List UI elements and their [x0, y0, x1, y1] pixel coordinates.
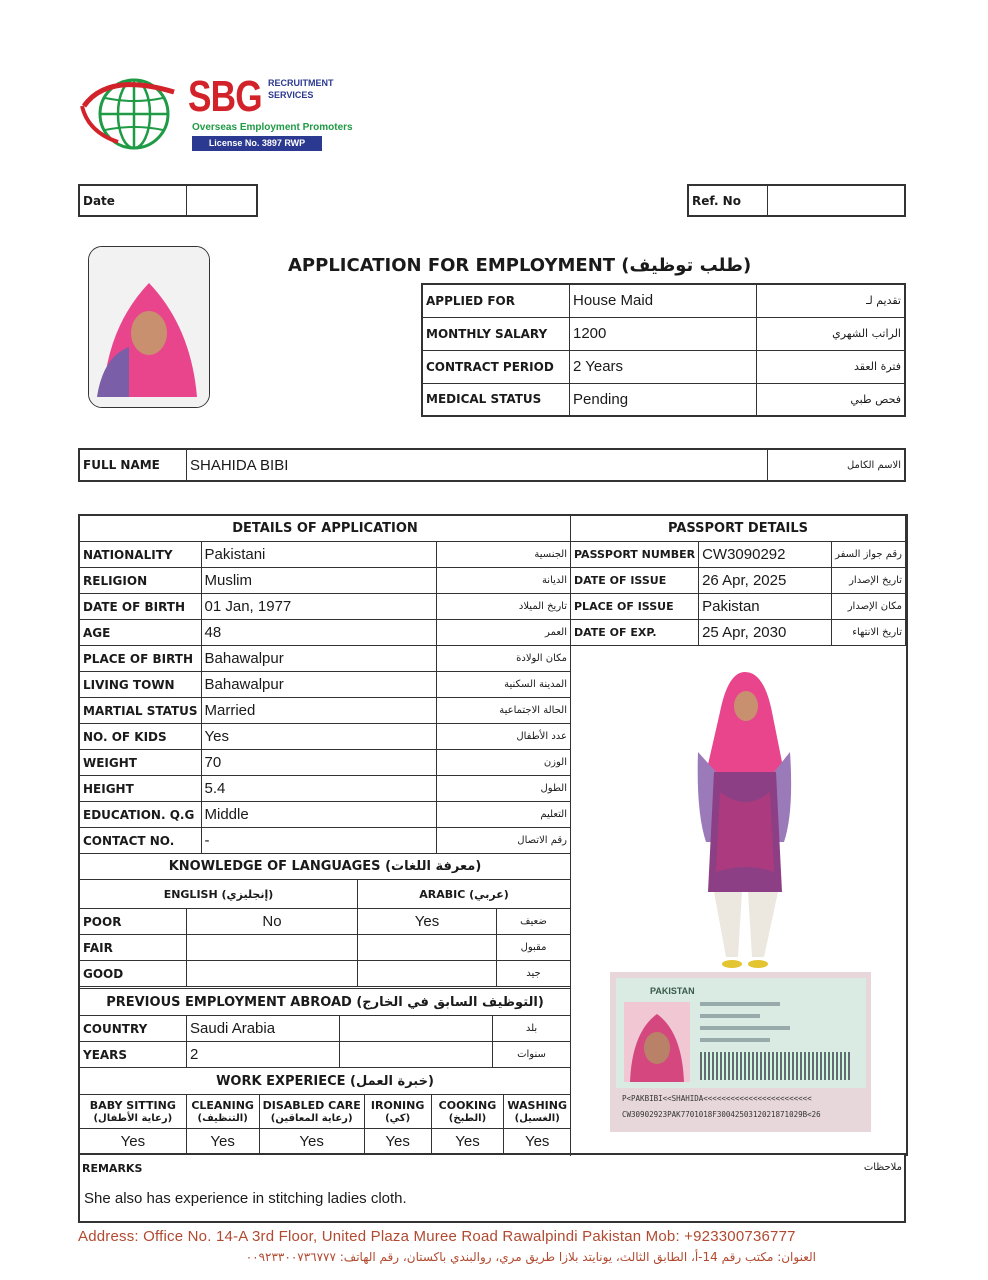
- details-value: 01 Jan, 1977: [201, 594, 436, 620]
- applicant-photo: [88, 246, 210, 408]
- work-value: Yes: [504, 1129, 571, 1155]
- details-label: PLACE OF BIRTH: [80, 646, 202, 672]
- details-label: MARTIAL STATUS: [80, 698, 202, 724]
- job-label: APPLIED FOR: [422, 284, 570, 317]
- language-row: [80, 961, 571, 987]
- details-label: RELIGION: [80, 568, 202, 594]
- fullname-table: [78, 448, 906, 482]
- job-row: [422, 350, 905, 383]
- languages-table: [79, 853, 571, 987]
- job-label: MONTHLY SALARY: [422, 317, 570, 350]
- details-label-ar: الجنسية: [436, 542, 570, 568]
- details-label-ar: الوزن: [436, 750, 570, 776]
- details-value: 48: [201, 620, 436, 646]
- language-level: GOOD: [80, 961, 187, 987]
- work-value: Yes: [259, 1129, 364, 1155]
- details-label-ar: الديانة: [436, 568, 570, 594]
- details-label-ar: الحالة الاجتماعية: [436, 698, 570, 724]
- arabic-header: ARABIC (عربي): [358, 880, 571, 909]
- logo-brand: SBG: [188, 72, 262, 121]
- fullname-label-ar: الاسم الكامل: [768, 449, 906, 481]
- language-level-ar: جيد: [497, 961, 571, 987]
- date-label: Date: [79, 185, 187, 216]
- english-value: No: [187, 909, 358, 935]
- passport-label: PLACE OF ISSUE: [571, 594, 699, 620]
- logo-tagline: Overseas Employment Promoters: [192, 122, 353, 133]
- previous-label: YEARS: [80, 1042, 187, 1068]
- full-body-photo: [690, 672, 800, 970]
- details-value: Pakistani: [201, 542, 436, 568]
- footer-address: Address: Office No. 14-A 3rd Floor, United Plaza Muree Road Rawalpindi Pakistan Mob: +923300736777: [78, 1228, 796, 1245]
- globe-icon: [78, 76, 186, 152]
- language-level: FAIR: [80, 935, 187, 961]
- details-label: EDUCATION. Q.G: [80, 802, 202, 828]
- details-row: [80, 542, 571, 568]
- details-value: 5.4: [201, 776, 436, 802]
- passport-value: 25 Apr, 2030: [699, 620, 832, 646]
- details-row: [80, 724, 571, 750]
- language-level: POOR: [80, 909, 187, 935]
- work-value: Yes: [364, 1129, 431, 1155]
- language-level-ar: مقبول: [497, 935, 571, 961]
- logo-license: License No. 3897 RWP: [192, 136, 322, 151]
- footer-address-ar: العنوان: مكتب رقم 14-أ، الطابق الثالث، يونايتد بلازا طريق مري، روالبندي باكستان، رقم الهاتف: ٠٠٩٢٣٣٠٠٧٣٦٧٧٧: [245, 1250, 816, 1264]
- job-value: 2 Years: [570, 350, 757, 383]
- details-label-ar: مكان الولادة: [436, 646, 570, 672]
- date-value: [187, 185, 258, 216]
- previous-label-ar: سنوات: [493, 1042, 571, 1068]
- details-value: 70: [201, 750, 436, 776]
- details-label: CONTACT NO.: [80, 828, 202, 854]
- work-value: Yes: [431, 1129, 504, 1155]
- job-label-ar: فحص طبي: [757, 383, 906, 416]
- details-label-ar: عدد الأطفال: [436, 724, 570, 750]
- details-value: -: [201, 828, 436, 854]
- passport-label-ar: رقم جواز السفر: [832, 542, 906, 568]
- english-header: ENGLISH (إنجليزي): [80, 880, 358, 909]
- remarks-label-ar: ملاحظات: [863, 1162, 902, 1173]
- details-label: NO. OF KIDS: [80, 724, 202, 750]
- work-value: Yes: [186, 1129, 259, 1155]
- work-experience-table: [79, 1067, 571, 1155]
- job-label-ar: الراتب الشهري: [757, 317, 906, 350]
- ref-label: Ref. No: [688, 185, 768, 216]
- languages-header: KNOWLEDGE OF LANGUAGES (معرفة اللغات): [80, 854, 571, 880]
- work-skill: WASHING (الغسيل): [504, 1095, 571, 1129]
- ref-value: [768, 185, 906, 216]
- language-level-ar: ضعيف: [497, 909, 571, 935]
- previous-employment-table: [79, 988, 571, 1068]
- company-logo: [78, 72, 353, 157]
- passport-header: PASSPORT DETAILS: [571, 516, 906, 542]
- job-row: [422, 317, 905, 350]
- passport-scan: [610, 972, 871, 1132]
- passport-photo-thumb: [624, 1002, 690, 1082]
- details-row: [80, 776, 571, 802]
- job-table: [421, 283, 906, 417]
- arabic-value: Yes: [358, 909, 497, 935]
- job-value: Pending: [570, 383, 757, 416]
- job-value: 1200: [570, 317, 757, 350]
- logo-recruitment: RECRUITMENT: [268, 78, 334, 88]
- details-label-ar: العمر: [436, 620, 570, 646]
- details-label: HEIGHT: [80, 776, 202, 802]
- details-header: DETAILS OF APPLICATION: [80, 516, 571, 542]
- job-label: CONTRACT PERIOD: [422, 350, 570, 383]
- details-label: WEIGHT: [80, 750, 202, 776]
- english-value: [187, 935, 358, 961]
- fullname-label: FULL NAME: [79, 449, 187, 481]
- details-label-ar: رقم الاتصال: [436, 828, 570, 854]
- work-skill: BABY SITTING (رعاية الأطفال): [80, 1095, 187, 1129]
- job-row: [422, 284, 905, 317]
- passport-row: [571, 568, 906, 594]
- details-label-ar: الطول: [436, 776, 570, 802]
- passport-table: [570, 515, 906, 646]
- passport-mrz-line-1: P<PAKBIBI<<SHAHIDA<<<<<<<<<<<<<<<<<<<<<<<<: [622, 1094, 812, 1103]
- passport-label: DATE OF ISSUE: [571, 568, 699, 594]
- previous-label: COUNTRY: [80, 1016, 187, 1042]
- arabic-value: [358, 935, 497, 961]
- fullname-value: SHAHIDA BIBI: [187, 449, 768, 481]
- details-value: Bahawalpur: [201, 672, 436, 698]
- passport-row: [571, 594, 906, 620]
- details-row: [80, 620, 571, 646]
- ref-box: [687, 184, 906, 217]
- work-skill: IRONING (كي): [364, 1095, 431, 1129]
- passport-label: PASSPORT NUMBER: [571, 542, 699, 568]
- previous-row: [80, 1042, 571, 1068]
- details-label: LIVING TOWN: [80, 672, 202, 698]
- date-box: [78, 184, 258, 217]
- language-row: [80, 909, 571, 935]
- details-row: [80, 698, 571, 724]
- details-row: [80, 802, 571, 828]
- job-row: [422, 383, 905, 416]
- passport-label-ar: تاريخ الانتهاء: [832, 620, 906, 646]
- remarks-value: She also has experience in stitching ladies cloth.: [84, 1190, 407, 1207]
- details-table: [79, 515, 571, 854]
- job-label-ar: فترة العقد: [757, 350, 906, 383]
- details-row: [80, 672, 571, 698]
- details-label-ar: تاريخ الميلاد: [436, 594, 570, 620]
- details-value: Muslim: [201, 568, 436, 594]
- details-row: [80, 750, 571, 776]
- arabic-value: [358, 961, 497, 987]
- details-row: [80, 646, 571, 672]
- details-label: NATIONALITY: [80, 542, 202, 568]
- previous-label-ar: بلد: [493, 1016, 571, 1042]
- details-value: Married: [201, 698, 436, 724]
- details-value: Middle: [201, 802, 436, 828]
- page-title: APPLICATION FOR EMPLOYMENT (طلب توظيف): [288, 255, 752, 276]
- details-row: [80, 568, 571, 594]
- passport-label-ar: تاريخ الإصدار: [832, 568, 906, 594]
- passport-country: PAKISTAN: [650, 986, 695, 996]
- logo-services: SERVICES: [268, 90, 314, 100]
- details-label: AGE: [80, 620, 202, 646]
- remarks-label: REMARKS: [82, 1162, 143, 1175]
- details-row: [80, 828, 571, 854]
- details-value: Bahawalpur: [201, 646, 436, 672]
- details-label-ar: المدينة السكنية: [436, 672, 570, 698]
- previous-header: PREVIOUS EMPLOYMENT ABROAD (التوظيف السابق في الخارج): [80, 989, 571, 1016]
- work-skill: COOKING (الطبخ): [431, 1095, 504, 1129]
- previous-value: Saudi Arabia: [187, 1016, 340, 1042]
- job-label: MEDICAL STATUS: [422, 383, 570, 416]
- passport-label-ar: مكان الإصدار: [832, 594, 906, 620]
- previous-value: 2: [187, 1042, 340, 1068]
- english-value: [187, 961, 358, 987]
- details-value: Yes: [201, 724, 436, 750]
- passport-row: [571, 620, 906, 646]
- passport-value: CW3090292: [699, 542, 832, 568]
- details-label: DATE OF BIRTH: [80, 594, 202, 620]
- details-label-ar: التعليم: [436, 802, 570, 828]
- passport-value: 26 Apr, 2025: [699, 568, 832, 594]
- passport-value: Pakistan: [699, 594, 832, 620]
- job-value: House Maid: [570, 284, 757, 317]
- previous-row: [80, 1016, 571, 1042]
- work-skill: CLEANING (التنظيف): [186, 1095, 259, 1129]
- job-label-ar: تقديم لـ: [757, 284, 906, 317]
- passport-mrz-line-2: CW30902923PAK7701018F3004250312021871029B<26: [622, 1110, 821, 1119]
- details-row: [80, 594, 571, 620]
- passport-row: [571, 542, 906, 568]
- work-value: Yes: [80, 1129, 187, 1155]
- passport-label: DATE OF EXP.: [571, 620, 699, 646]
- work-skill: DISABLED CARE (رعاية المعاقين): [259, 1095, 364, 1129]
- language-row: [80, 935, 571, 961]
- work-header: WORK EXPERIECE (خبرة العمل): [80, 1068, 571, 1095]
